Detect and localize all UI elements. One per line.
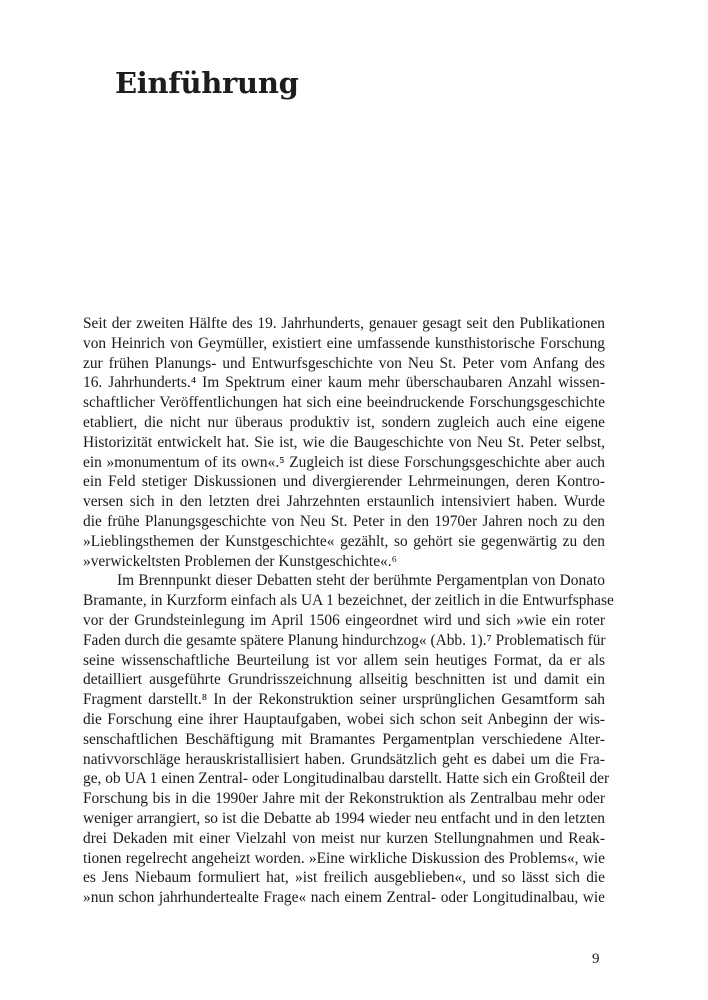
text-line: seine wissenschaftliche Beurteilung ist vor allem sein heutiges Format, da er als xyxy=(83,651,605,669)
text-line: ein Feld stetiger Diskussionen und divergierender Lehrmeinungen, deren Kontro- xyxy=(83,473,605,491)
text-line: die Forschung eine ihrer Hauptaufgaben, wobei sich schon seit Anbeginn der wis- xyxy=(83,710,605,728)
text-line: Seit der zweiten Hälfte des 19. Jahrhunderts, genauer gesagt seit den Publikationen xyxy=(83,315,605,332)
text-line: die frühe Planungsgeschichte von Neu St. Peter in den 1970er Jahren noch zu den xyxy=(83,512,605,530)
text-line: nativvorschläge herauskristallisiert haben. Grundsätzlich geht es dabei um die Fra- xyxy=(83,750,605,768)
text-line: ge, ob UA 1 einen Zentral- oder Longitudinalbau darstellt. Hatte sich ein Großteil der xyxy=(83,770,610,788)
text-line: drei Dekaden mit einer Vielzahl von meist nur kurzen Stellungnahmen und Reak- xyxy=(83,829,605,847)
text-line: es Jens Niebaum formuliert hat, »ist freilich ausgeblieben«, und so lässt sich die xyxy=(83,869,605,887)
text-line: weniger arrangiert, so ist die Debatte ab 1994 wieder neu entfacht und in den letzten xyxy=(83,809,605,827)
text-line: 16. Jahrhunderts.⁴ Im Spektrum einer kaum mehr überschaubaren Anzahl wissen- xyxy=(83,374,605,392)
text-line: Im Brennpunkt dieser Debatten steht der berühmte Pergamentplan von Donato xyxy=(117,572,605,590)
text-line: Faden durch die gesamte spätere Planung hindurchzog« (Abb. 1).⁷ Problematisch für xyxy=(83,631,606,649)
text-line: von Heinrich von Geymüller, existiert eine umfassende kunsthistorische Forschung xyxy=(83,334,605,352)
page-number: 9 xyxy=(592,951,600,967)
text-line: »Lieblingsthemen der Kunstgeschichte« gezählt, so gehört sie gegenwärtig zu den xyxy=(83,532,605,550)
text-line: versen sich in den letzten drei Jahrzehnten erstaunlich intensiviert haben. Wurde xyxy=(83,493,605,511)
text-line: zur frühen Planungs- und Entwurfsgeschichte von Neu St. Peter vom Anfang des xyxy=(83,354,605,372)
text-line: »nun schon jahrhundertealte Frage« nach einem Zentral- oder Longitudinalbau, wie xyxy=(83,889,605,907)
text-line: »verwickeltsten Problemen der Kunstgeschichte«.⁶ xyxy=(83,552,397,570)
text-line: schaftlicher Veröffentlichungen hat sich eine beeindruckende Forschungsgeschichte xyxy=(83,394,605,412)
text-line: vor der Grundsteinlegung im April 1506 eingeordnet wird und sich »wie ein roter xyxy=(83,611,605,629)
text-line: Historizität entwickelt hat. Sie ist, wie die Baugeschichte von Neu St. Peter selbst, xyxy=(83,433,605,451)
text-line: Forschung bis in die 1990er Jahre mit der Rekonstruktion als Zentralbau mehr oder xyxy=(83,790,605,808)
text-line: detailliert ausgeführte Grundrisszeichnung allseitig beschnitten ist und damit ein xyxy=(83,671,605,689)
chapter-title: Einführung xyxy=(115,66,299,100)
text-line: etabliert, die nicht nur überaus produktiv ist, sondern zugleich auch eine eigene xyxy=(83,413,605,431)
text-line: tionen regelrecht angeheizt worden. »Eine wirkliche Diskussion des Problems«, wie xyxy=(83,849,605,867)
text-line: Fragment darstellt.⁸ In der Rekonstruktion seiner ursprünglichen Gesamtform sah xyxy=(83,691,605,709)
text-line: Bramante, in Kurzform einfach als UA 1 bezeichnet, der zeitlich in die Entwurfsphase xyxy=(83,592,614,610)
text-line: ein »monumentum of its own«.⁵ Zugleich ist diese Forschungsgeschichte aber auch xyxy=(83,453,605,471)
body-text xyxy=(83,314,614,908)
text-line: senschaftlichen Beschäftigung mit Bramantes Pergamentplan verschiedene Alter- xyxy=(83,730,605,748)
